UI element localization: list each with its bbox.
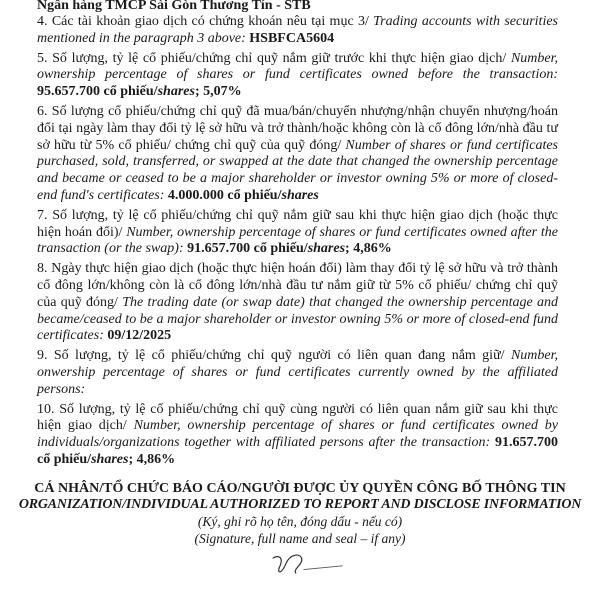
item-value: 91.657.700 cổ phiếu/ xyxy=(187,241,308,257)
document-body xyxy=(37,14,558,469)
bank-name-header: Ngân hàng TMCP Sài Gòn Thương Tín - STB xyxy=(37,0,311,13)
signature-note-vi: (Ký, ghi rõ họ tên, đóng dấu - nếu có) xyxy=(197,513,403,529)
item-text-vi: 9. Số lượng, tỷ lệ cổ phiếu/chứng chỉ quỹ người có liên quan đang nắm giữ/ xyxy=(37,348,511,364)
item-text-vi: 7. Số lượng, tỷ lệ cổ phiếu/chứng chỉ quỹ nắm giữ sau khi thực hiện giao dịch (hoặc thực hiện hoán đổi)/ xyxy=(37,207,558,240)
item-10 xyxy=(37,402,558,469)
item-text-en: Number, onwership percentage of shares or fund certificates currently owned by the affiliated persons: xyxy=(37,348,558,397)
item-text-en: Number, ownership percentage of shares or fund certificates owned before the transaction: xyxy=(37,50,558,83)
item-text-vi: 5. Số lượng, tỷ lệ cổ phiếu/chứng chỉ quỹ nắm giữ trước khi thực hiện giao dịch/ xyxy=(37,50,511,66)
item-text-vi: 8. Ngày thực hiện giao dịch (hoặc thực hiện hoán đổi) làm thay đổi tỷ lệ sở hữu và trở thành cổ đông lớn/không còn là cổ đông lớn/nhà đầu tư nắm giữ từ 5% cổ phiếu/ chứng chỉ quỹ của quỹ đóng/ xyxy=(37,261,558,310)
item-8 xyxy=(37,261,558,345)
item-value-en: shares xyxy=(281,187,319,203)
item-value-en: shares xyxy=(307,241,346,257)
item-text-vi: 4. Các tài khoản giao dịch có chứng khoán nêu tại mục 3/ xyxy=(37,14,374,29)
signature-title-en: ORGANIZATION/INDIVIDUAL AUTHORIZED TO REPORT AND DISCLOSE INFORMATION xyxy=(18,496,582,512)
item-value-en: shares xyxy=(91,451,129,467)
item-value-percent: ; 4,86% xyxy=(128,451,176,467)
item-value: 91.657.700 cổ phiếu/ xyxy=(37,435,558,467)
item-value-en: shares xyxy=(157,84,195,100)
item-value: 09/12/2025 xyxy=(107,328,172,344)
item-text-en: Number, ownership percentage of shares or fund certificates owned by individuals/organizations together with affiliated persons after the transaction: xyxy=(37,418,558,451)
item-text-vi: 6. Số lượng cổ phiếu/chứng chỉ quỹ đã mua/bán/chuyển nhượng/nhận chuyển nhượng/hoán đổi tại ngày làm thay đổi tỷ lệ sở hữu và trở thành/hoặc không còn là cổ đông lớn/nhà đầu tư sở hữu từ 5% cổ phiếu/ chứng chỉ quỹ của quỹ đóng/ xyxy=(37,103,558,153)
item-4 xyxy=(37,14,558,48)
item-text-en: Trading accounts with securities mentioned in the paragraph 3 above: xyxy=(37,14,558,46)
item-value: 4.000.000 cổ phiếu/ xyxy=(167,187,282,203)
item-6 xyxy=(37,104,558,205)
item-text-en: Number, ownership percentage of shares or fund certificates owned after the transaction (or the swap): xyxy=(37,224,559,257)
item-text-en: Number of shares or fund certificates purchased, sold, transferred, or swapped at the date that changed the ownership percentage and became or ceased to be a major shareholder or investor owning 5% or more of closed-end fund's certificates: xyxy=(37,137,559,203)
item-text-vi: 10. Số lượng, tỷ lệ cổ phiếu/chứng chỉ quỹ cùng người có liên quan nắm giữ sau khi thực hiện giao dịch/ xyxy=(37,401,558,434)
signature-block xyxy=(0,481,600,547)
item-value: 95.657.700 cổ phiếu/ xyxy=(37,84,158,100)
signature-title-vi: CÁ NHÂN/TỔ CHỨC BÁO CÁO/NGƯỜI ĐƯỢC ỦY QUYỀN CÔNG BỐ THÔNG TIN xyxy=(34,480,566,496)
signature-note-en: (Signature, full name and seal – if any) xyxy=(194,530,406,546)
item-text-en: The trading date (or swap date) that changed the ownership percentage and became/ceased to be a major shareholder or investor owning 5% or more of closed-end fund certificates: xyxy=(37,294,558,344)
item-value-percent: ; 4,86% xyxy=(345,241,392,257)
handwritten-signature xyxy=(255,549,365,577)
item-7 xyxy=(37,208,558,258)
item-value-percent: ; 5,07% xyxy=(194,84,242,100)
item-value: HSBFCA5604 xyxy=(249,30,335,46)
item-5 xyxy=(37,51,558,101)
item-9 xyxy=(37,348,558,398)
